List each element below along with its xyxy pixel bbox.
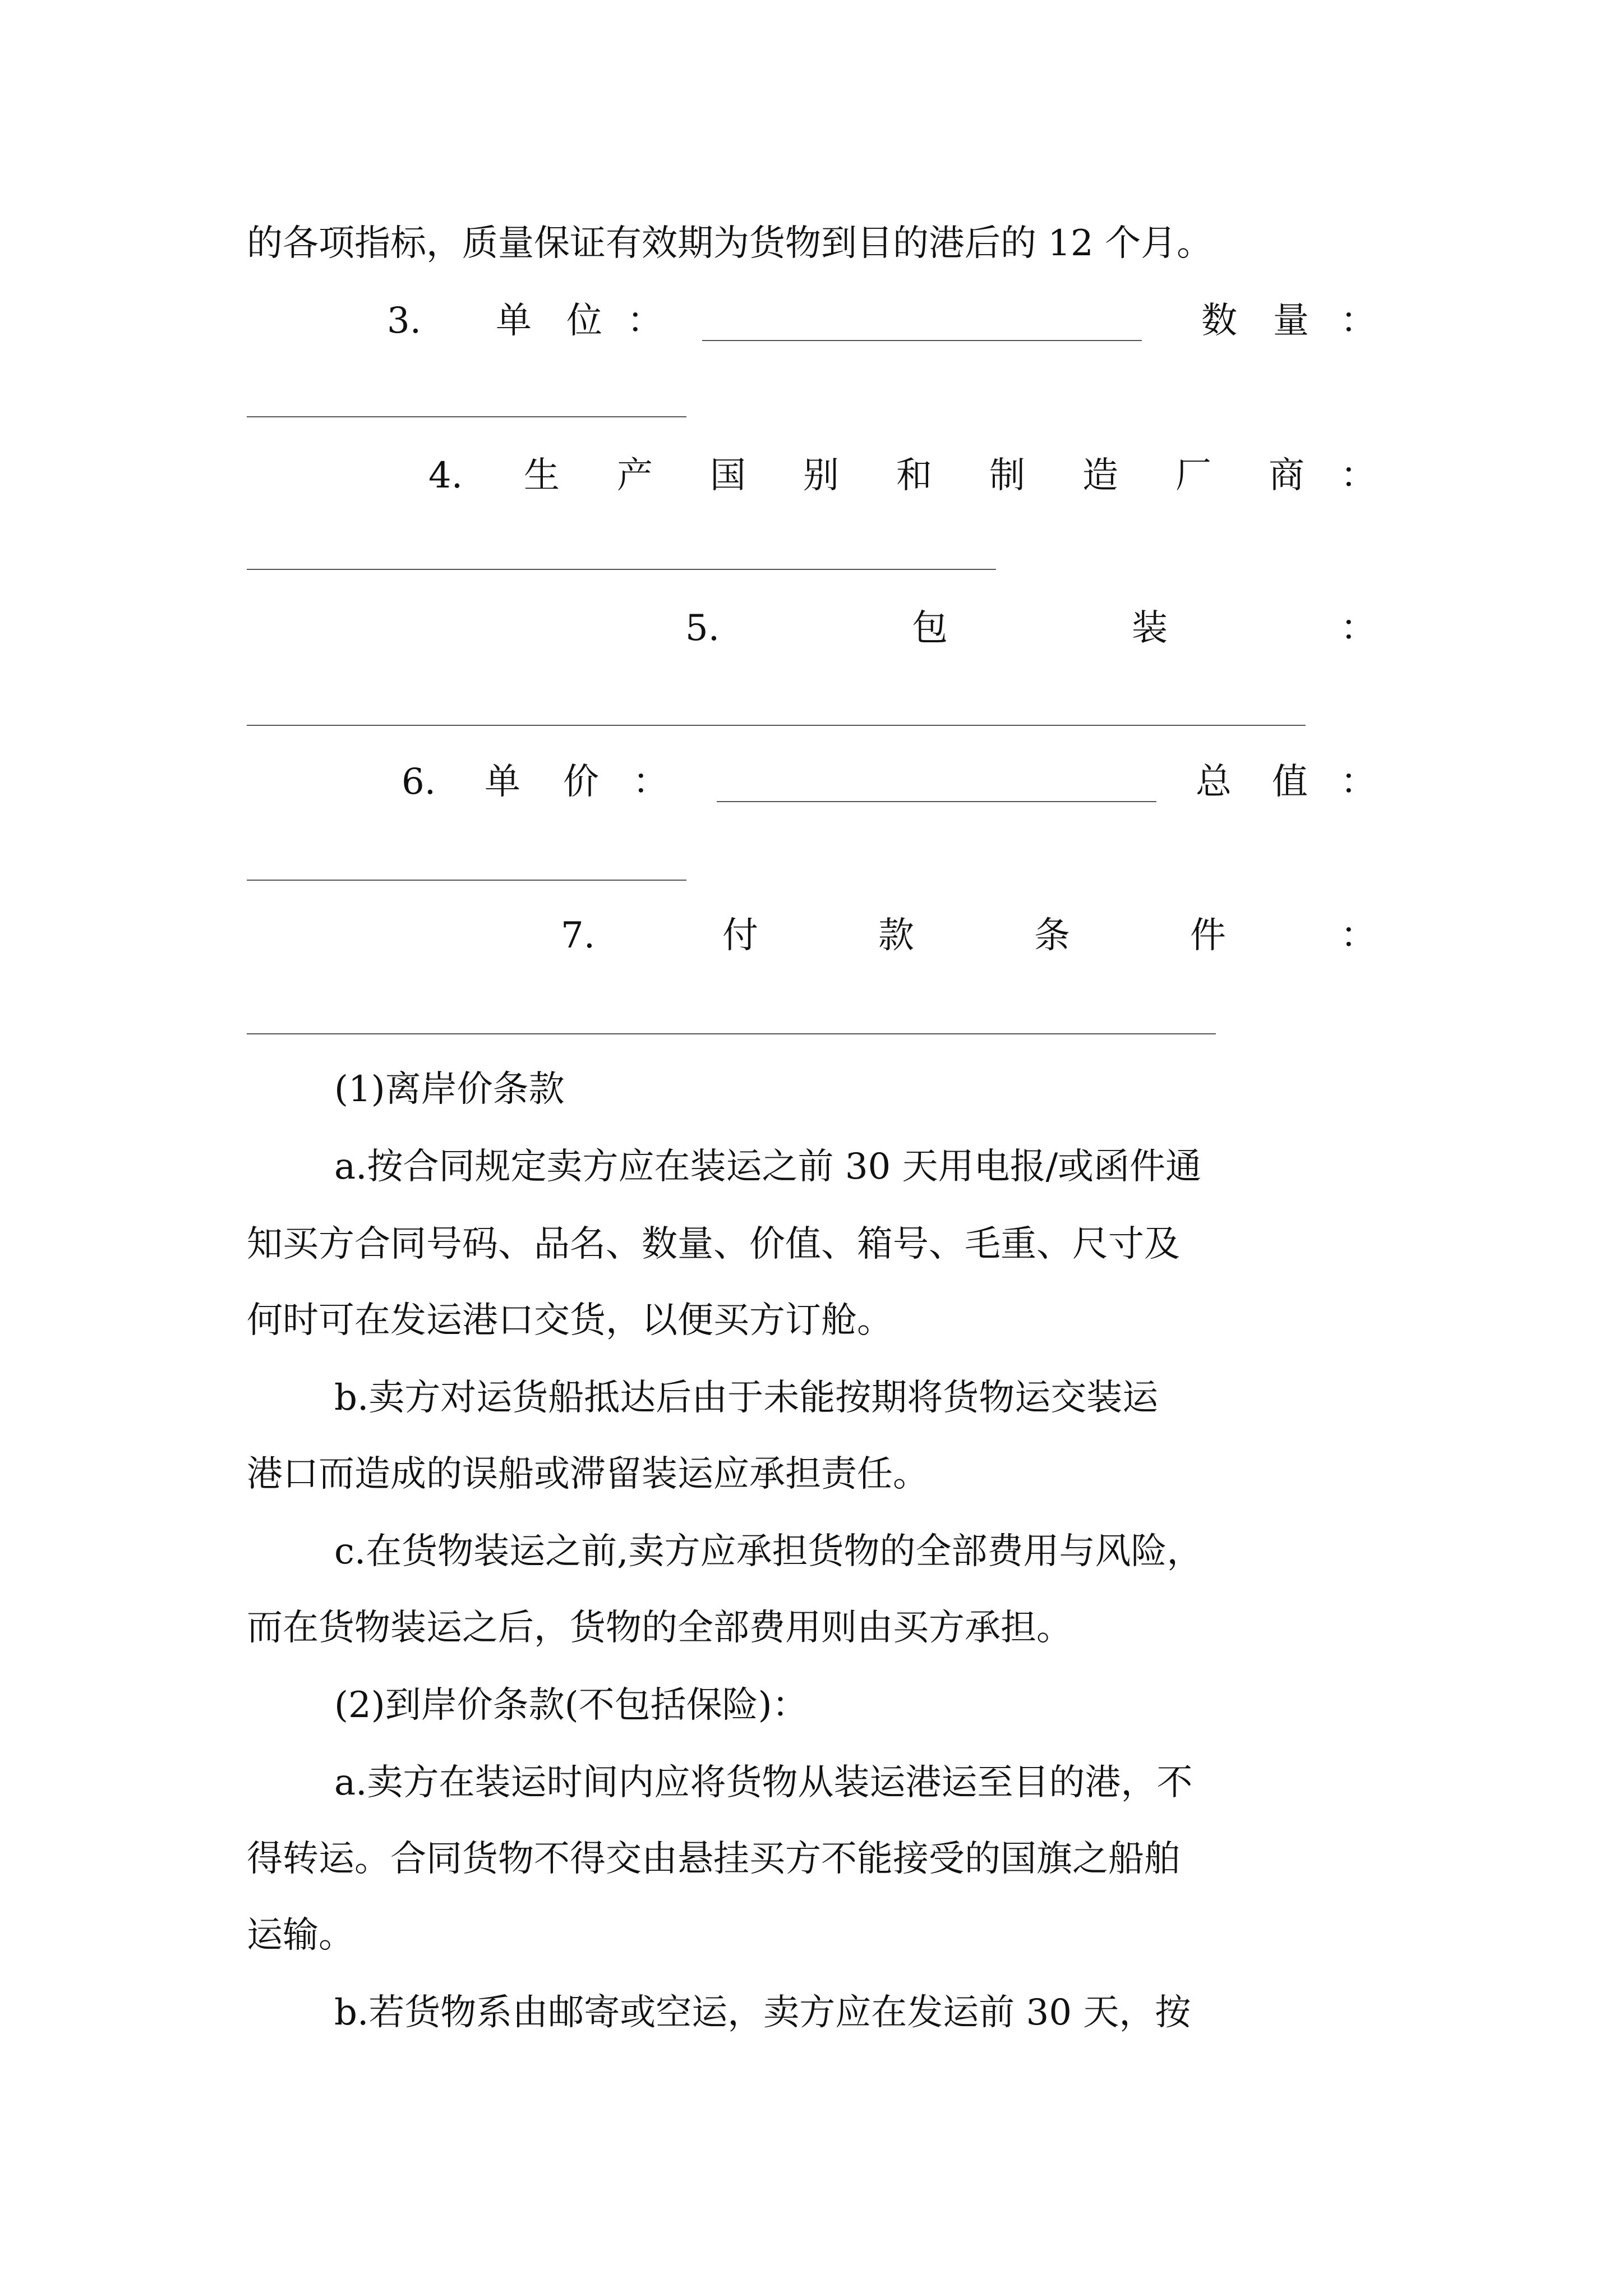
paragraph-line: c.在货物装运之前,卖方应承担货物的全部费用与风险，: [334, 1531, 1203, 1572]
field-label-char: 商: [1269, 455, 1304, 496]
paragraph-line: 何时可在发运港口交货，以便买方订舱。: [247, 1300, 893, 1341]
field-label-char: 总: [1196, 761, 1232, 803]
field-label-char: 款: [878, 915, 914, 956]
field-label-char: 件: [1190, 915, 1226, 956]
field-label-char: 数: [1201, 300, 1237, 342]
field-label-char: 造: [1082, 455, 1118, 496]
field-colon: ：: [1340, 455, 1376, 496]
field-colon: ：: [633, 761, 668, 803]
field-label-char: 付: [722, 915, 758, 956]
field-number: 7.: [561, 915, 596, 956]
field-colon: ：: [1340, 761, 1376, 803]
field-label-char: 厂: [1175, 455, 1211, 496]
field-number: 4.: [428, 455, 463, 496]
origin-manufacturer-blank-line[interactable]: [247, 569, 996, 570]
field-label-char: 装: [1132, 608, 1168, 649]
field-label-char: 别: [803, 455, 839, 496]
field-label-char: 包: [912, 608, 948, 649]
field-number: 5.: [685, 608, 720, 649]
field-label-char: 量: [1273, 300, 1309, 342]
paragraph-line: 运输。: [247, 1915, 354, 1956]
paragraph-line: 港口而造成的误船或滞留装运应承担责任。: [247, 1453, 929, 1495]
paragraph-line: 知买方合同号码、品名、数量、价值、箱号、毛重、尺寸及: [247, 1223, 1180, 1265]
clause-heading: (2)到岸价条款(不包括保险)：: [334, 1685, 808, 1726]
field-colon: ：: [1340, 608, 1376, 649]
paragraph-line: a.卖方在装运时间内应将货物从装运港运至目的港，不: [334, 1762, 1193, 1803]
unit-price-blank-line[interactable]: [717, 801, 1156, 802]
field-colon: ：: [1340, 300, 1376, 342]
quantity-blank-line[interactable]: [247, 416, 686, 417]
field-label-char: 值: [1272, 761, 1308, 803]
packing-blank-line[interactable]: [247, 725, 1306, 726]
unit-blank-line[interactable]: [702, 340, 1142, 341]
field-colon: ：: [1340, 915, 1376, 956]
field-colon: ：: [627, 300, 663, 342]
paragraph-line: 而在货物装运之后，货物的全部费用则由买方承担。: [247, 1607, 1072, 1649]
paragraph-line: b.卖方对运货船抵达后由于未能按期将货物运交装运: [334, 1377, 1159, 1419]
total-value-blank-line[interactable]: [247, 880, 686, 881]
field-label-char: 和: [896, 455, 932, 496]
paragraph-line: 得转运。合同货物不得交由悬挂买方不能接受的国旗之船舶: [247, 1838, 1180, 1880]
field-label-char: 单: [496, 300, 532, 342]
field-label-char: 制: [989, 455, 1025, 496]
paragraph-line: b.若货物系由邮寄或空运，卖方应在发运前 30 天，按: [334, 1992, 1191, 2033]
payment-terms-blank-line[interactable]: [247, 1033, 1216, 1034]
field-label-char: 位: [566, 300, 602, 342]
intro-line: 的各项指标，质量保证有效期为货物到目的港后的 12 个月。: [247, 223, 1213, 264]
field-label-char: 产: [617, 455, 653, 496]
field-label-char: 生: [524, 455, 560, 496]
field-label-char: 国: [710, 455, 746, 496]
clause-heading: (1)离岸价条款: [334, 1069, 565, 1110]
field-label-char: 条: [1034, 915, 1070, 956]
paragraph-line: a.按合同规定卖方应在装运之前 30 天用电报/或函件通: [334, 1146, 1202, 1188]
field-number: 6.: [402, 761, 436, 803]
field-number: 3.: [387, 300, 422, 342]
field-label-char: 价: [563, 761, 599, 803]
field-label-char: 单: [485, 761, 520, 803]
